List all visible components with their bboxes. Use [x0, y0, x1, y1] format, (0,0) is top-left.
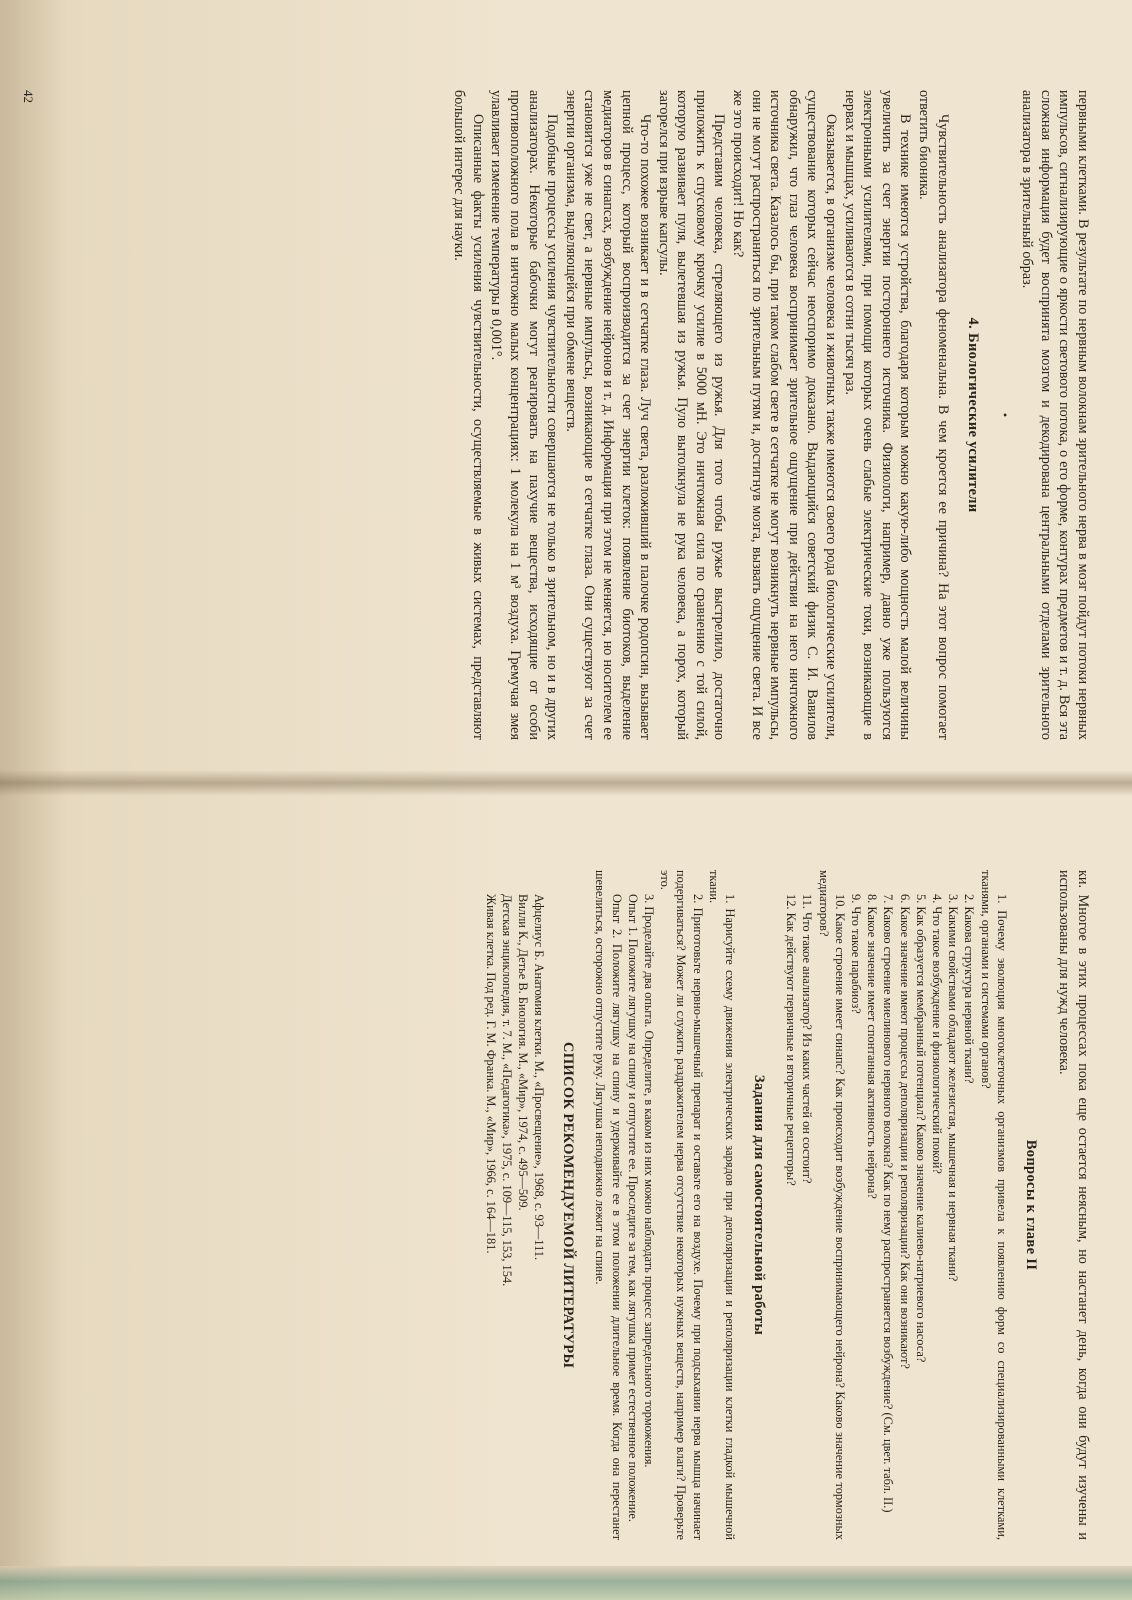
task-item: 1. Нарисуйте схему движения электрических зарядов при деполяризации и реполяризации клетки гладкой мышечной ткани.	[706, 870, 737, 1540]
question-item: 9. Что такое парабиоз?	[848, 894, 863, 1014]
task-item: Опыт 1. Положите лягушку на спину и отпустите ее. Проследите за тем, как лягушка примет естественное положение.	[625, 894, 640, 1522]
question-item: 2. Какова структура нервной ткани?	[962, 894, 977, 1084]
reference-item: Детская энциклопедия, т. 7. М., «Педагогика», 1975, с. 109—115, 153, 154.	[499, 894, 514, 1287]
references-list	[482, 870, 547, 1540]
question-item: 12. Как действуют первичные и вторичные рецепторы?	[784, 894, 799, 1186]
question-item: 8. Какое значение имеет спонтанная активность нейрона?	[865, 894, 880, 1199]
task-item: 3. Проделайте два опыта. Определите, в каком из них можно наблюдать процесс запредельного торможения.	[641, 894, 656, 1468]
left-paragraph: Подобные процессы усиления чувствительности совершаются не только в зрительном, но и в других анализаторах. Некоторые бабочки могут реагировать на пахучие вещества, исходящие от особи противоположного пола в ничтожно малых концентрациях: 1 молекула на 1 м³ воздуха. Гремучая змея улавливает изменение температуры в 0,001°.	[488, 90, 561, 740]
left-paragraph: Что-то похожее возникает и в сетчатке глаза. Луч света, разложивший в палочке родопсин, вызывает цепной процесс, который воспроизводится за счет энергии клеток: появление биотоков, выделение медиаторов в синапсах, возбуждение нейронов и т. д. Информация при этом не меняется, но носителем ее становится уже не свет, а нервные импульсы, возникающие в сетчатке глаза. Они существуют за счет энергии организма, выделяющейся при обмене веществ.	[562, 90, 654, 740]
left-paragraph: Оказывается, в организме человека и животных также имеются своего рода биологические усилители, существование которых сейчас неоспоримо доказано. Выдающийся советский физик С. И. Вавилов обнаружил, что глаз человека воспринимает зрительное ощущение при действии на него ничтожного источника света. Казалось бы, при таком слабом свете в сетчатке не могут возникнуть нервные импульсы, они не могут распространиться по зрительным путям и, достигнув мозга, вызвать ощущение света. И все же это происходит! Но как?	[730, 90, 840, 740]
references-title: СПИСОК РЕКОМЕНДУЕМОЙ ЛИТЕРАТУРЫ	[560, 1041, 577, 1369]
section-title-biological-amplifiers: 4. Биологические усилители	[964, 317, 981, 513]
question-item: 10. Какое строение имеет синапс? Как происходит возбуждение воспринимающего нейрона? Каково значение тормозных медиаторов?	[816, 870, 847, 1540]
question-item: 3. Какими свойствами обладают железистая, мышечная и нервная ткани?	[946, 894, 961, 1282]
page-number: 42	[21, 90, 36, 103]
question-item: 1. Почему эволюция многоклеточных организмов привела к появлению форм со специализированными клетками, тканями, органами и системами органов?	[978, 870, 1009, 1540]
left-intro-paragraph: первными клетками. В результате по нервным волокнам зрительного нерва в мозг пойдут потоки нервных импульсов, сигнализирующие о яркости светового потока, о его форме, контурах предметов и т. д. Вся эта сложная информация будет воспринята мозгом и декодирована центральными отделами зрительного анализатора в зрительный образ.	[1019, 90, 1091, 740]
question-item: 5. Как образуется мембранный потенциал? Каково значение калиево-натриевого насоса?	[913, 894, 928, 1363]
reference-item: Живая клетка. Под ред. Г. М. Франка. М., «Мир», 1966, с. 164—181.	[483, 894, 498, 1254]
reference-item: Вилли К., Детье В. Биология. М., «Мир», 1974, с. 495—509.	[515, 894, 530, 1211]
question-item: 7. Каково строение миелинового нервного волокна? Как по нему распространяется возбуждение? (См. цвет. табл. II.)	[881, 894, 896, 1513]
book-edge-strip	[0, 1566, 1132, 1600]
left-paragraph: Описанные факты усиления чувствительности, осуществляемые в живых системах, представляют большой интерес для науки.	[451, 90, 486, 740]
ornament-dot: •	[997, 412, 1012, 418]
questions-list	[783, 870, 1010, 1540]
left-paragraph: В технике имеются устройства, благодаря которым можно какую-либо мощность малой величины увеличить за счет энергии постороннего источника. Физиологи, например, давно уже пользуются электронными усилителями, при помощи которых очень слабые электрические токи, возникающие в нервах и мышцах, усиливаются в сотни тысяч раз.	[841, 90, 914, 740]
left-paragraph: Представим человека, стреляющего из ружья. Для того чтобы ружье выстрелило, достаточно приложить к спусковому крючку усилие в 5000 мН. Это ничтожная сила по сравнению с той силой, которую развивает пуля, вылетевшая из ружья. Пуло вытолкнула не рука человека, а порох, который загорелся при взрыве капсулы.	[655, 90, 728, 740]
task-item: 2. Приготовьте нервно-мышечный препарат и оставьте его на воздухе. Почему при подсыхании нерва мышца начинает подергиваться? Может ли служить раздражителем нерва отсутствие некоторых нужных веществ, например влаги? Проверьте это.	[658, 870, 705, 1540]
question-item: 4. Что такое возбуждение и физиологический покой?	[930, 894, 944, 1174]
left-page	[0, 0, 1132, 780]
right-page	[0, 800, 1132, 1600]
reference-item: Афцелиус Б. Анатомия клетки. М., «Просвещение», 1968, с. 93—111.	[532, 894, 547, 1261]
question-item: 6. Какое значение имеют процессы деполяризации и реполяризации? Как они возникают?	[897, 894, 912, 1369]
right-intro-paragraph: ки. Многое в этих процессах пока еще остается неясным, но настанет день, когда они будут изучены и использованы для нужд человека.	[1056, 870, 1091, 1540]
questions-title: Вопросы к главе II	[1022, 1139, 1039, 1271]
tasks-list	[592, 870, 738, 1540]
task-item: Опыт 2. Положите лягушку на спину и удерживайте ее в этом положении длительное время. Когда она перестанет шевелиться, осторожно отпустите руку. Лягушка неподвижно лежит на спине.	[593, 870, 624, 1540]
left-paragraph: Чувствительность анализатора феноменальна. В чем кроется ее причина? На этот вопрос помогает ответить бионика.	[916, 90, 951, 740]
question-item: 11. Что такое анализатор? Из каких частей он состоит?	[800, 894, 815, 1184]
tasks-title: Задания для самостоятельной работы	[750, 1074, 767, 1336]
